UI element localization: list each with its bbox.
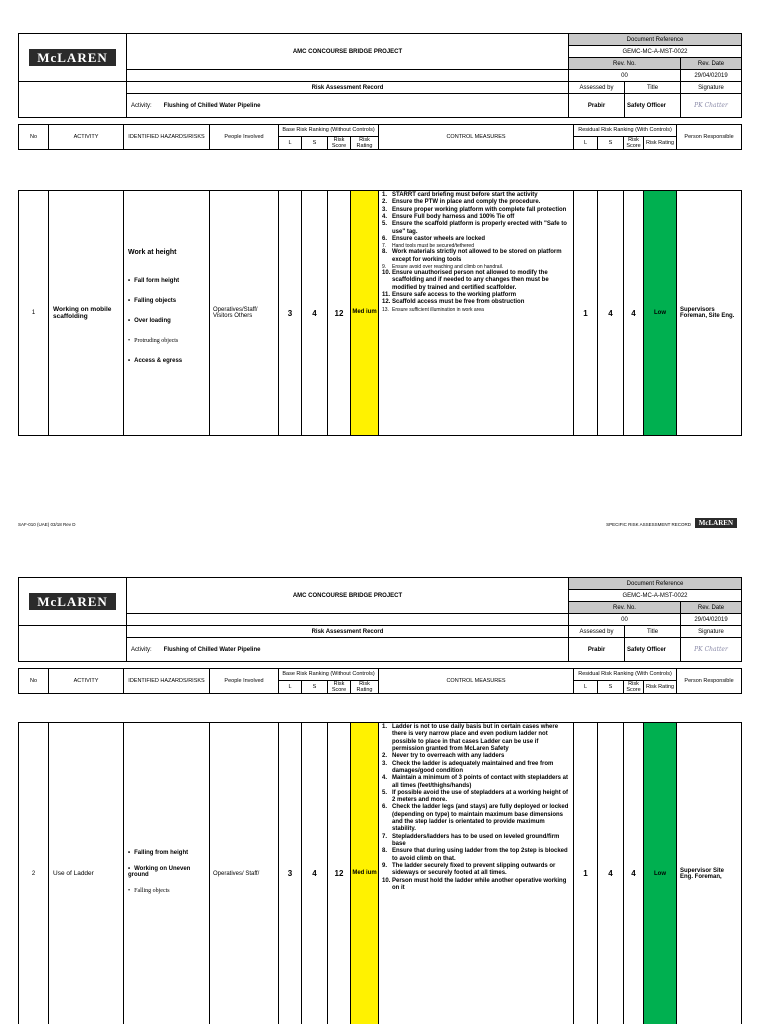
control-item: 10. Person must hold the ladder while another operative working on it (382, 877, 567, 891)
hazard-item: • Access & egress (128, 358, 205, 364)
page-2 (0, 544, 768, 1024)
signature-label: Signature (681, 82, 742, 94)
assessed-by-label: Assessed by (569, 82, 625, 94)
row-res-score: 4 (624, 191, 644, 436)
mclaren-logo: McLAREN (29, 593, 116, 610)
col-residual-rank: Residual Risk Ranking (With Controls) (574, 669, 677, 681)
col-people: People Involved (210, 669, 279, 694)
col-s: S (302, 137, 328, 150)
control-item: 5. If possible avoid the use of stepladders at a working height of 2 meters and more. (382, 789, 569, 804)
row-s: 4 (302, 191, 328, 436)
doc-ref-value: GEMC-MC-A-MST-0022 (569, 46, 742, 58)
signature-image: PK Chatter (681, 94, 742, 118)
rev-no-label: Rev. No. (569, 58, 681, 70)
activity-label: Activity: (131, 102, 152, 109)
header-table (18, 577, 742, 626)
table-row (18, 722, 742, 1024)
activity-value: Flushing of Chilled Water Pipeline (163, 646, 261, 653)
row-l: 3 (279, 723, 302, 1024)
col-activity: ACTIVITY (49, 669, 124, 694)
assessed-by-value: Prabir (569, 638, 625, 662)
col-residual-rank: Residual Risk Ranking (With Controls) (574, 125, 677, 137)
control-item: 13. Ensure sufficient illumination in work area (382, 306, 484, 313)
title-value: Safety Officer (625, 638, 681, 662)
control-item: 3. Ensure proper working platform with complete fall protection (382, 206, 567, 213)
row-res-score: 4 (624, 723, 644, 1024)
row-res-s: 4 (598, 191, 624, 436)
record-title: Risk Assessment Record (127, 82, 569, 94)
hazard-item: • Fall form height (128, 278, 205, 284)
logo-cell (19, 34, 127, 82)
activity-value: Flushing of Chilled Water Pipeline (163, 102, 261, 109)
col-l: L (279, 681, 302, 694)
row-score: 12 (328, 191, 351, 436)
control-item: 4. Ensure Full body harness and 100% Tie off (382, 213, 515, 220)
col-s: S (302, 681, 328, 694)
row-activity: Working on mobile scaffolding (49, 191, 124, 436)
col-no: No (19, 669, 49, 694)
col-people: People Involved (210, 125, 279, 150)
col-res-risk-score: Risk Score (624, 137, 644, 150)
col-no: No (19, 125, 49, 150)
control-item: 12. Scaffold access must be free from obstruction (382, 299, 525, 306)
rev-date-label: Rev. Date (681, 602, 742, 614)
col-base-rank: Base Risk Ranking (Without Controls) (279, 125, 379, 137)
footer-doc-title: SPECIFIC RISK ASSESSMENT RECORD (606, 522, 691, 527)
header-table (18, 33, 742, 82)
col-res-l: L (574, 137, 598, 150)
project-title: AMC CONCOURSE BRIDGE PROJECT (127, 578, 569, 614)
page-footer (18, 518, 741, 532)
rev-no-label: Rev. No. (569, 602, 681, 614)
row-res-l: 1 (574, 723, 598, 1024)
hazard-item: • Falling objects (128, 888, 205, 894)
hazard-item: • Working on Uneven ground (128, 866, 205, 878)
col-risk-score: Risk Score (328, 137, 351, 150)
row-res-l: 1 (574, 191, 598, 436)
hazard-item: • Over loading (128, 318, 205, 324)
row-controls (379, 723, 574, 1024)
rev-no-value: 00 (569, 70, 681, 82)
row-score: 12 (328, 723, 351, 1024)
col-res-risk-rating: Risk Rating (644, 681, 677, 694)
col-res-s: S (598, 137, 624, 150)
row-no: 2 (19, 723, 49, 1024)
row-s: 4 (302, 723, 328, 1024)
col-control: CONTROL MEASURES (379, 125, 574, 150)
control-item: 6. Check the ladder legs (and stays) are fully deployed or locked (depending on type) to maintain maximum base dimensions and the step ladder is orientated to provide maximum stability. (382, 804, 569, 833)
col-control: CONTROL MEASURES (379, 669, 574, 694)
row-hazards (124, 723, 210, 1024)
footer-logo: McLAREN (695, 518, 737, 528)
control-item: 5. Ensure the scaffold platform is properly erected with "Safe to use" tag. (382, 221, 567, 235)
table-row (18, 190, 742, 436)
col-risk-rating: Risk Rating (351, 137, 379, 150)
activity-line (127, 638, 569, 662)
row-people: Operatives/ Staff/ (210, 723, 279, 1024)
col-hazards: IDENTIFIED HAZARDS/RISKS (124, 125, 210, 150)
control-item: 8. Ensure that during using ladder from the top 2step is blocked to avoid climb on that. (382, 848, 568, 862)
row-rating-medium: Med ium (351, 723, 379, 1024)
project-title: AMC CONCOURSE BRIDGE PROJECT (127, 34, 569, 70)
col-risk-rating: Risk Rating (351, 681, 379, 694)
control-item: 10. Ensure unauthorised person not allowed to modify the scaffolding and if needed to any changes then must be modified by trained and certified scaffolder. (382, 270, 549, 291)
col-hazards: IDENTIFIED HAZARDS/RISKS (124, 669, 210, 694)
signature-image: PK Chatter (681, 638, 742, 662)
control-item: 7. Stepladders/ladders has to be used on leveled ground/firm base (382, 833, 560, 847)
rev-no-value: 00 (569, 614, 681, 626)
control-item: 3. Check the ladder is adequately maintained and free from damages/good condition (382, 760, 554, 774)
doc-ref-label: Document Reference (569, 578, 742, 590)
col-person: Person Responsible (677, 669, 742, 694)
row-activity: Use of Ladder (49, 723, 124, 1024)
control-item: 8. Work materials strictly not allowed to be stored on platform except for working tools (382, 249, 562, 263)
col-res-risk-score: Risk Score (624, 681, 644, 694)
logo-cell (19, 578, 127, 626)
activity-line (127, 94, 569, 118)
col-l: L (279, 137, 302, 150)
column-header-table (18, 668, 742, 694)
control-item: 2. Ensure the PTW in place and comply the procedure. (382, 199, 541, 206)
row-no: 1 (19, 191, 49, 436)
mclaren-logo: McLAREN (29, 49, 116, 66)
row-rating-medium: Med ium (351, 191, 379, 436)
rev-date-label: Rev. Date (681, 58, 742, 70)
row-controls (379, 191, 574, 436)
control-item: 1. Ladder is not to use daily basis but in certain cases where there is very narrow place and even podium ladder not possible to place in that cases Ladder can be use if permission granted from McLaren Safety (382, 724, 559, 752)
rev-date-value: 29/04/02019 (681, 614, 742, 626)
control-item: 11. Ensure safe access to the working platform (382, 291, 517, 298)
hazard-item: • Protruding objects (128, 338, 205, 344)
signature-label: Signature (681, 626, 742, 638)
title-label: Title (625, 626, 681, 638)
header-table-bottom (18, 625, 742, 662)
control-item: 4. Maintain a minimum of 3 points of contact with stepladders at all times (feet/thighs/hands) (382, 775, 569, 789)
hazard-item: • Falling from height (128, 850, 205, 856)
control-item: 1. STARRT card briefing must before start the activity (382, 192, 538, 198)
row-person: Supervisors Foreman, Site Eng. (677, 191, 742, 436)
col-res-l: L (574, 681, 598, 694)
title-value: Safety Officer (625, 94, 681, 118)
col-base-rank: Base Risk Ranking (Without Controls) (279, 669, 379, 681)
row-res-s: 4 (598, 723, 624, 1024)
control-item: 7. Hand tools must be secured/tethered (382, 243, 474, 250)
control-item: 2. Never try to overreach with any ladders (382, 753, 505, 760)
col-risk-score: Risk Score (328, 681, 351, 694)
control-item: 6. Ensure castor wheels are locked (382, 235, 486, 242)
col-res-risk-rating: Risk Rating (644, 137, 677, 150)
title-label: Title (625, 82, 681, 94)
row-person: Supervisor Site Eng. Foreman, (677, 723, 742, 1024)
hazard-item: • Falling objects (128, 298, 205, 304)
doc-ref-value: GEMC-MC-A-MST-0022 (569, 590, 742, 602)
doc-ref-label: Document Reference (569, 34, 742, 46)
header-table-bottom (18, 81, 742, 118)
column-header-table (18, 124, 742, 150)
row-people: Operatives/Staff/ Visitors Others (210, 191, 279, 436)
col-person: Person Responsible (677, 125, 742, 150)
control-item: 9. The ladder securely fixed to prevent slipping outwards or sideways or securely footed at all times. (382, 862, 556, 877)
activity-label: Activity: (131, 646, 152, 653)
col-res-s: S (598, 681, 624, 694)
row-res-rating-low: Low (644, 723, 677, 1024)
record-title: Risk Assessment Record (127, 626, 569, 638)
hazard-title: Work at height (128, 248, 177, 256)
row-hazards (124, 191, 210, 436)
rev-date-value: 29/04/02019 (681, 70, 742, 82)
row-l: 3 (279, 191, 302, 436)
control-item: 9. Ensure avoid over reaching and climb on handrail. (382, 263, 504, 270)
assessed-by-label: Assessed by (569, 626, 625, 638)
footer-form-code: SAF-010 (UAE) 03/18 Rev D (18, 522, 76, 527)
assessed-by-value: Prabir (569, 94, 625, 118)
col-activity: ACTIVITY (49, 125, 124, 150)
row-res-rating-low: Low (644, 191, 677, 436)
